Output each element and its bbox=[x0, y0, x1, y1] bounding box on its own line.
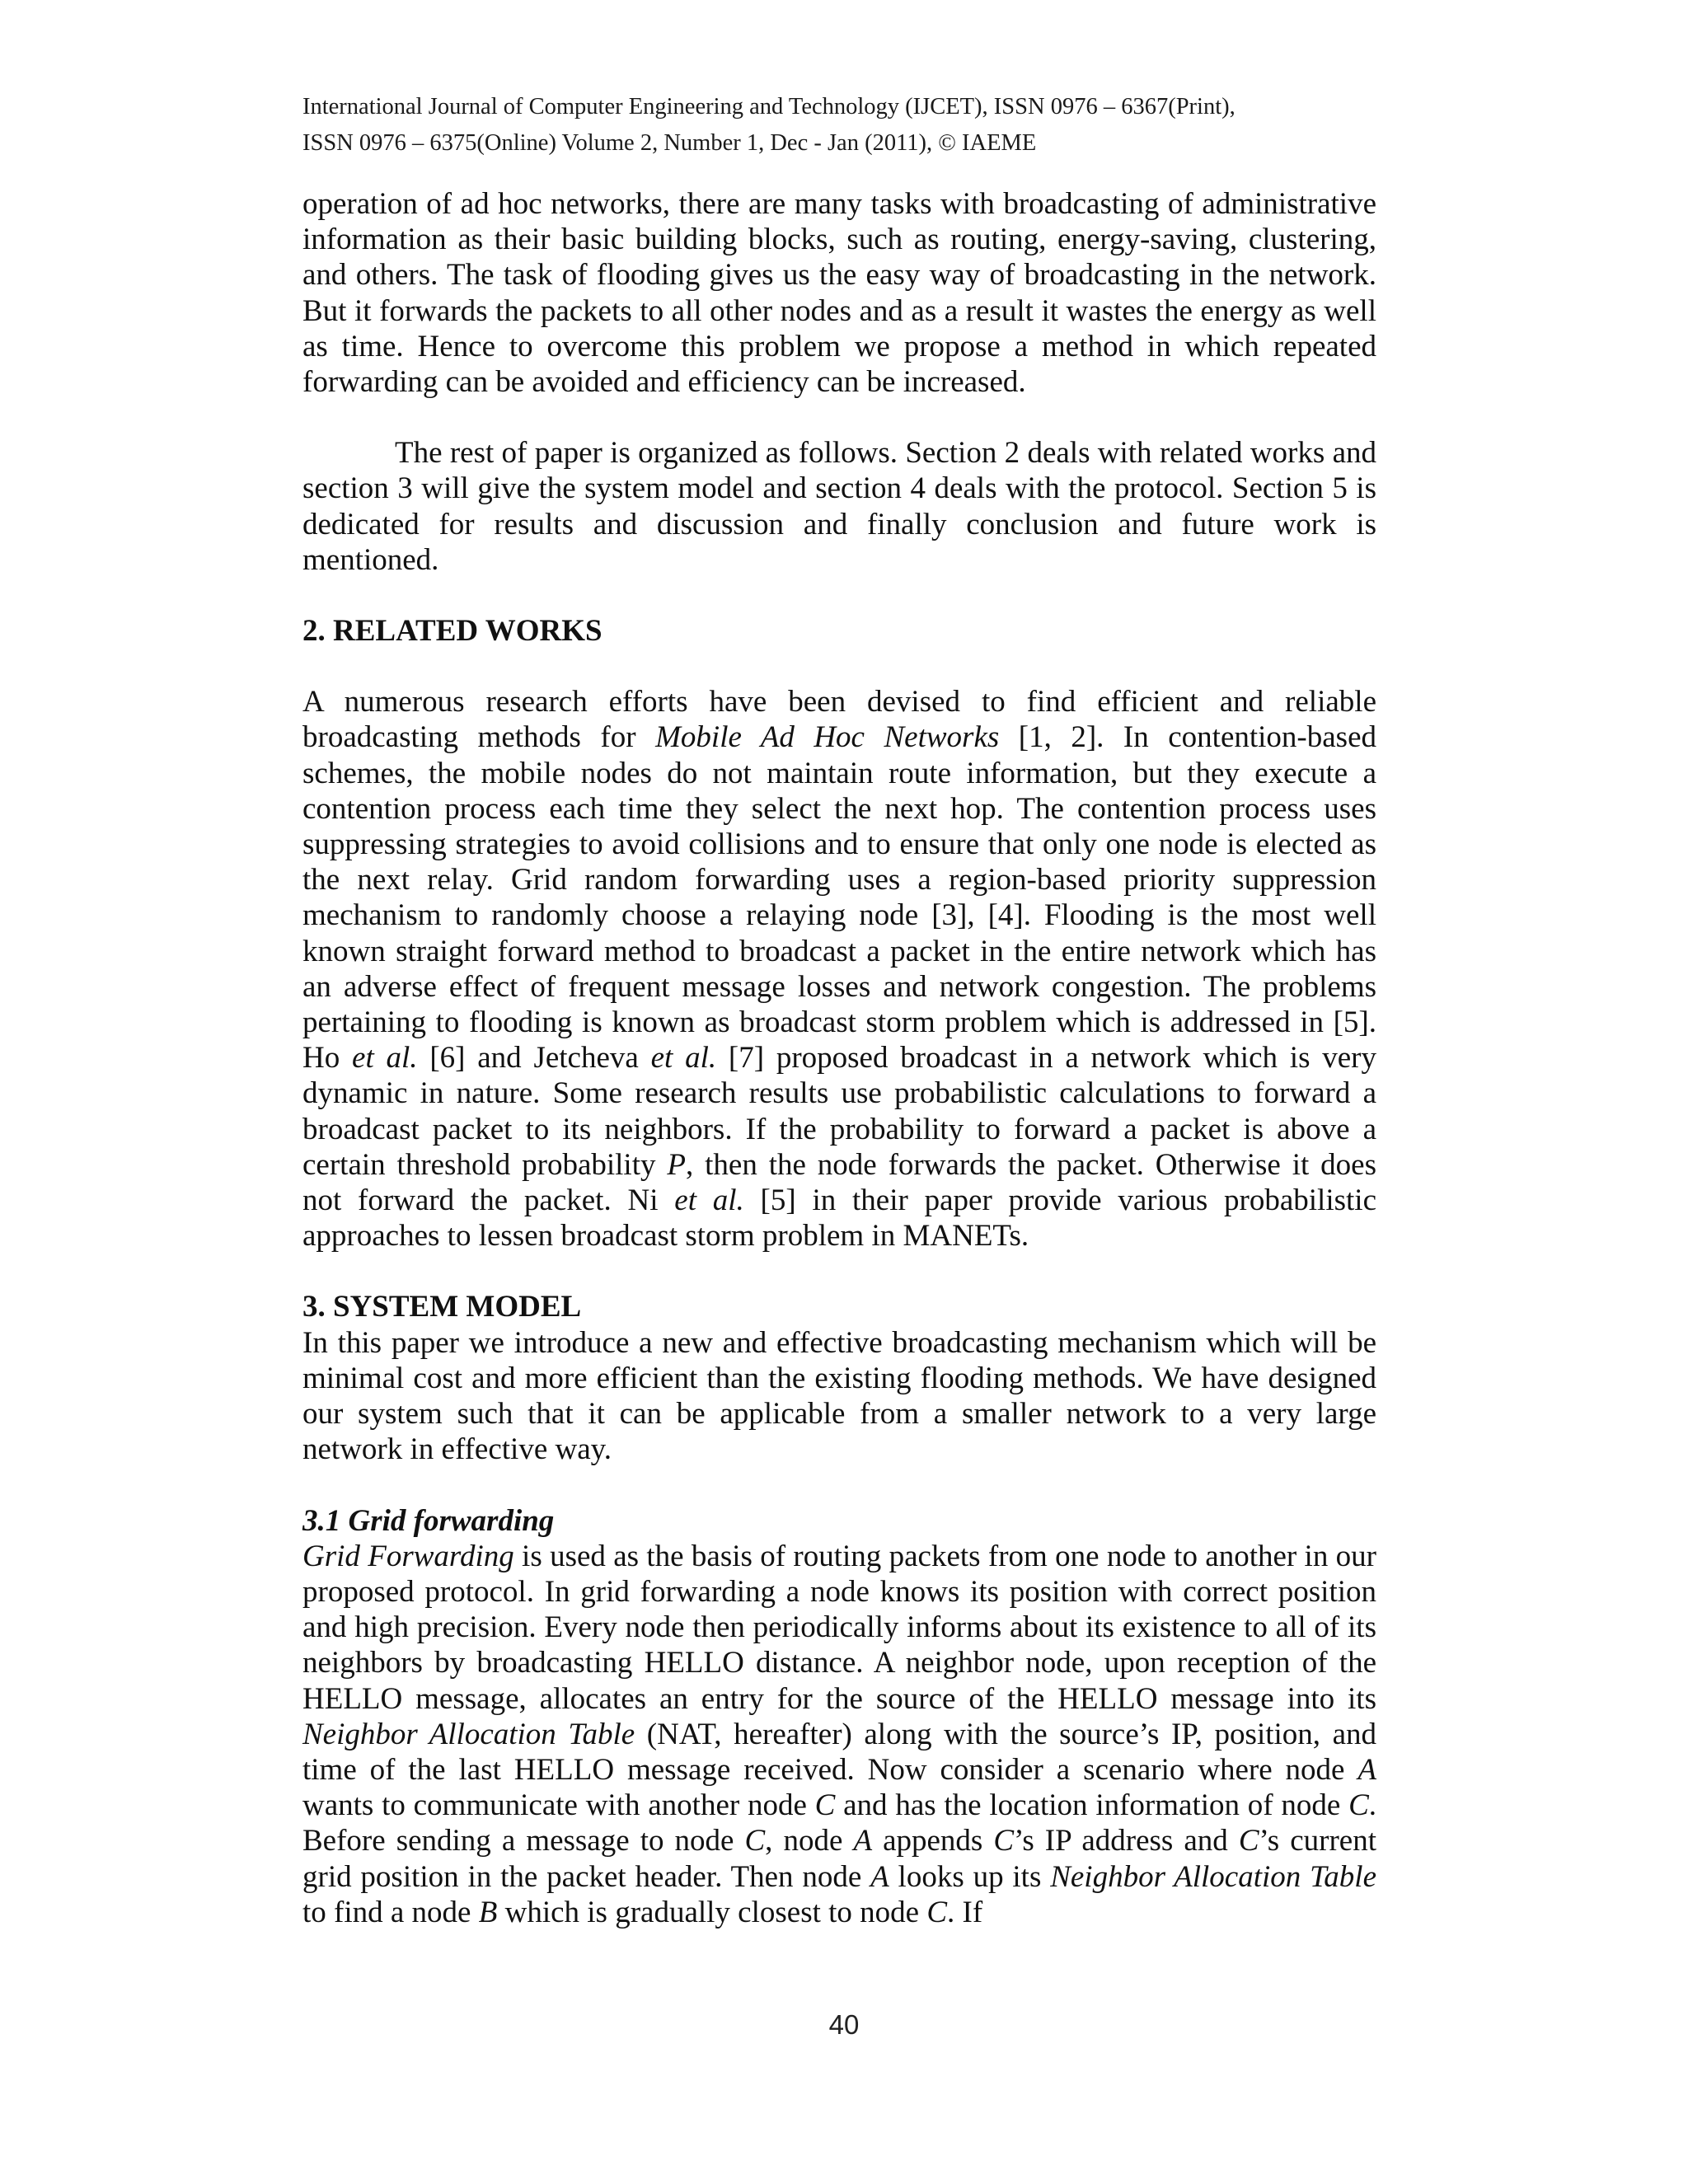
text-run: [6] and Jetcheva bbox=[417, 1041, 651, 1076]
italic-run: et al. bbox=[352, 1041, 418, 1076]
text-run: is used as the basis of routing packets from one node to another in our proposed protocol. In grid forwarding a node knows its position with correct position and high precision. Every node then periodically informs about its existence to all of its neighbors by broadcasting HELLO distance. A neighbor node, upon reception of the HELLO message, allocates an entry for the source of the HELLO message into its bbox=[302, 1539, 1376, 1716]
italic-run: Neighbor Allocation Table bbox=[1050, 1859, 1376, 1894]
italic-run: et al. bbox=[650, 1041, 717, 1076]
italic-run: Grid Forwarding bbox=[302, 1539, 514, 1573]
header-line-2: ISSN 0976 – 6375(Online) Volume 2, Number 1, Dec - Jan (2011), © IAEME bbox=[302, 130, 1037, 156]
text-run: ’s current grid position in the packet header. Then node bbox=[302, 1824, 1376, 1894]
italic-run: B bbox=[478, 1895, 498, 1929]
text-run: wants to communicate with another node bbox=[302, 1788, 815, 1823]
italic-run: A bbox=[1357, 1752, 1376, 1787]
italic-run: Mobile Ad Hoc Networks bbox=[655, 720, 1000, 755]
system-model-paragraph: In this paper we introduce a new and effective broadcasting mechanism which will be minimal cost and more efficient than the existing flooding methods. We have designed our system such that it can be applicable from a smaller network to a very large network in effective way. bbox=[302, 1325, 1376, 1467]
text-run: appends bbox=[872, 1824, 994, 1858]
italic-run: C bbox=[744, 1824, 766, 1858]
italic-run: et al. bbox=[674, 1183, 744, 1218]
italic-run: C bbox=[1348, 1788, 1369, 1823]
header-line-1: International Journal of Computer Engineering and Technology (IJCET), ISSN 0976 – 6367(Print), bbox=[302, 94, 1236, 120]
text-run: , then the node forwards the packet. Otherwise it does not forward the packet. Ni bbox=[302, 1147, 1376, 1218]
italic-run: C bbox=[814, 1788, 836, 1823]
text-run: [1, 2]. In contention-based schemes, the mobile nodes do not maintain route information, but they execute a contention process each time they select the next hop. The contention process uses suppressing strategies to avoid collisions and to ensure that only one node is elected as the next relay. Grid random forwarding uses a region-based priority suppression mechanism to randomly choose a relaying node [3], [4]. Flooding is the most well known straight forward method to broadcast a packet in the entire network which has an adverse effect of frequent message losses and network congestion. The problems pertaining to flooding is known as broadcast storm problem which is addressed in [5]. Ho bbox=[302, 720, 1376, 1076]
text-run: which is gradually closest to node bbox=[497, 1895, 927, 1929]
text-run: and has the location information of node bbox=[835, 1788, 1349, 1823]
text-run: . Before sending a message to node bbox=[302, 1788, 1376, 1858]
text-run: [7] proposed broadcast in a network which is very dynamic in nature. Some research results use probabilistic calculations to forward a broadcast packet to its neighbors. If the probability to forward a packet is above a certain threshold probability bbox=[302, 1041, 1376, 1182]
italic-run: P bbox=[667, 1147, 686, 1182]
body-text bbox=[302, 186, 1376, 1930]
italic-run: C bbox=[1238, 1824, 1259, 1858]
related-works-paragraph bbox=[302, 684, 1376, 1254]
grid-forwarding-paragraph bbox=[302, 1539, 1376, 1930]
italic-run: Neighbor Allocation Table bbox=[302, 1717, 635, 1751]
text-run: to find a node bbox=[302, 1895, 479, 1929]
page-number: 40 bbox=[828, 2009, 860, 2040]
text-run: [5] in their paper provide various probabilistic approaches to lessen broadcast storm problem in MANETs. bbox=[302, 1183, 1377, 1254]
italic-run: C bbox=[993, 1824, 1015, 1858]
italic-run: A bbox=[853, 1824, 873, 1858]
intro-paragraph-1: operation of ad hoc networks, there are many tasks with broadcasting of administrative information as their basic building blocks, such as routing, energy-saving, clustering, and others. The task of flooding gives us the easy way of broadcasting in the network. But it forwards the packets to all other nodes and as a result it wastes the energy as well as time. Hence to overcome this problem we propose a method in which repeated forwarding can be avoided and efficiency can be increased. bbox=[302, 187, 1376, 400]
italic-run: C bbox=[926, 1895, 948, 1929]
text-run: . If bbox=[947, 1895, 983, 1929]
journal-header bbox=[302, 89, 1399, 162]
section-heading-system-model: 3. SYSTEM MODEL bbox=[302, 1290, 582, 1324]
text-run: (NAT, hereafter) along with the source’s IP, position, and time of the last HELLO message received. Now consider a scenario where node bbox=[302, 1717, 1377, 1787]
subsection-heading-grid-forwarding: 3.1 Grid forwarding bbox=[302, 1503, 555, 1538]
text-run: A numerous research efforts have been devised to find efficient and reliable broadcasting methods for bbox=[302, 685, 1376, 755]
text-run: ’s IP address and bbox=[1014, 1824, 1239, 1858]
text-run: , node bbox=[765, 1824, 854, 1858]
text-run: looks up its bbox=[889, 1859, 1051, 1894]
intro-paragraph-2: The rest of paper is organized as follows. Section 2 deals with related works and section 3 will give the system model and section 4 deals with the protocol. Section 5 is dedicated for results and discussion and finally conclusion and future work is mentioned. bbox=[302, 436, 1376, 577]
italic-run: A bbox=[870, 1859, 889, 1894]
section-heading-related-works: 2. RELATED WORKS bbox=[302, 614, 603, 649]
